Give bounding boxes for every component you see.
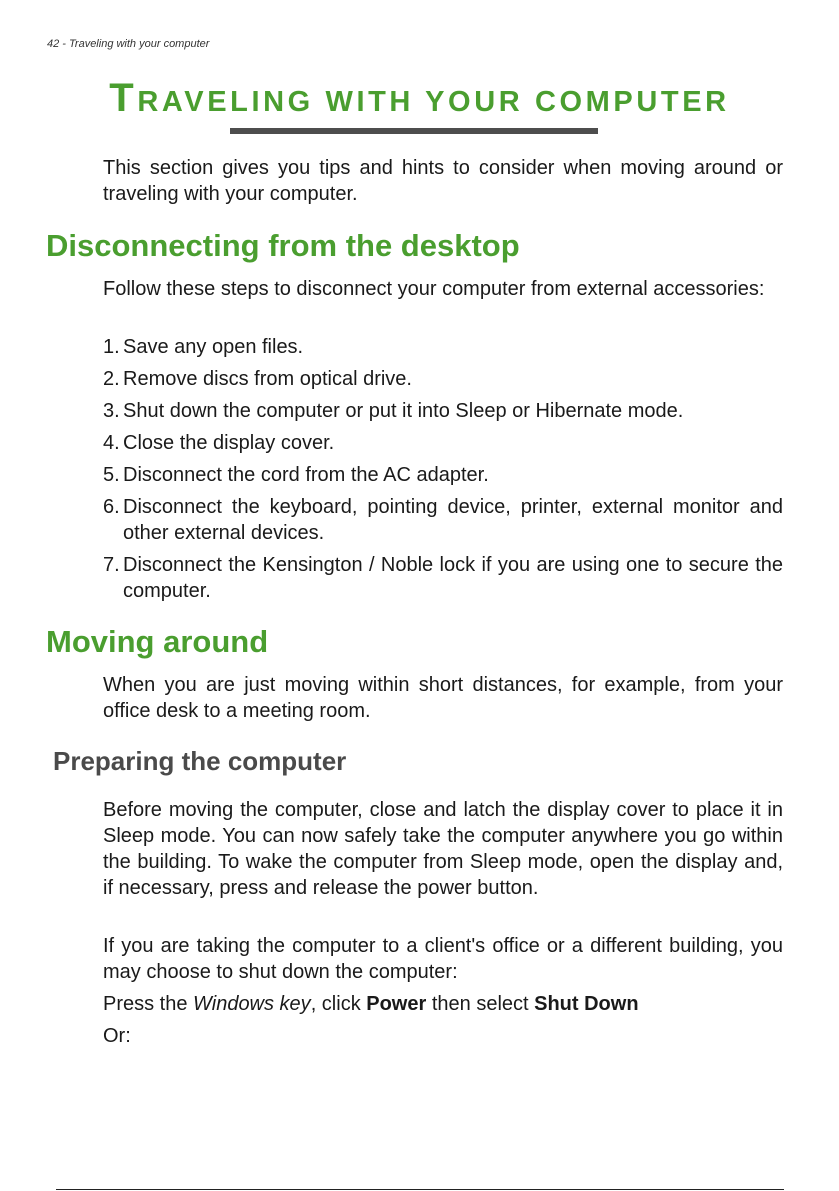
- step-number: 6.: [103, 496, 120, 518]
- step-text: Remove discs from optical drive.: [123, 368, 412, 390]
- step-item: [103, 430, 783, 456]
- or-text: Or:: [103, 1025, 131, 1047]
- step-item: [103, 462, 783, 488]
- instruction-text: then select: [426, 993, 535, 1015]
- step-text: Disconnect the cord from the AC adapter.: [123, 464, 489, 486]
- disconnecting-intro: Follow these steps to disconnect your computer from external accessories:: [103, 278, 765, 300]
- step-item: [103, 552, 783, 604]
- running-header: 42 - Traveling with your computer: [47, 38, 210, 50]
- step-number: 5.: [103, 464, 120, 486]
- windows-key-term: Windows key: [193, 993, 311, 1015]
- shut-down-term: Shut Down: [534, 993, 639, 1015]
- moving-intro: When you are just moving within short distances, for example, from your office desk to a meeting room.: [103, 674, 783, 722]
- step-item: [103, 398, 783, 424]
- power-term: Power: [366, 993, 427, 1015]
- step-number: 4.: [103, 432, 120, 454]
- shutdown-instruction: [103, 991, 783, 1017]
- instruction-text: Press the: [103, 993, 194, 1015]
- step-text: Close the display cover.: [123, 432, 335, 454]
- step-number: 1.: [103, 336, 120, 358]
- step-text: Save any open files.: [123, 336, 304, 358]
- chapter-title-initial: T: [109, 76, 138, 120]
- step-item: [103, 366, 783, 392]
- instruction-text: , click: [310, 993, 367, 1015]
- step-text: Shut down the computer or put it into Sleep or Hibernate mode.: [123, 400, 684, 422]
- chapter-title: [0, 78, 839, 118]
- heading-moving-around: Moving around: [46, 624, 269, 659]
- heading-preparing: Preparing the computer: [53, 746, 347, 776]
- heading-disconnecting: Disconnecting from the desktop: [46, 228, 520, 263]
- step-number: 3.: [103, 400, 120, 422]
- chapter-title-rest: RAVELING WITH YOUR COMPUTER: [137, 86, 730, 118]
- step-number: 2.: [103, 368, 120, 390]
- step-text: Disconnect the Kensington / Noble lock if you are using one to secure the computer.: [123, 554, 783, 602]
- step-number: 7.: [103, 554, 120, 576]
- title-underline: [230, 128, 598, 134]
- chapter-intro: This section gives you tips and hints to consider when moving around or traveling with your computer.: [103, 157, 783, 205]
- step-item: [103, 494, 783, 546]
- step-item: [103, 334, 783, 360]
- preparing-paragraph-2: If you are taking the computer to a client's office or a different building, you may choose to shut down the computer:: [103, 935, 783, 983]
- step-text: Disconnect the keyboard, pointing device, printer, external monitor and other external devices.: [123, 496, 783, 544]
- preparing-paragraph-1: Before moving the computer, close and latch the display cover to place it in Sleep mode. You can now safely take the computer anywhere you go within the building. To wake the computer from Sleep mode, open the display and, if necessary, press and release the power button.: [103, 799, 783, 899]
- footer-rule: [56, 1189, 784, 1190]
